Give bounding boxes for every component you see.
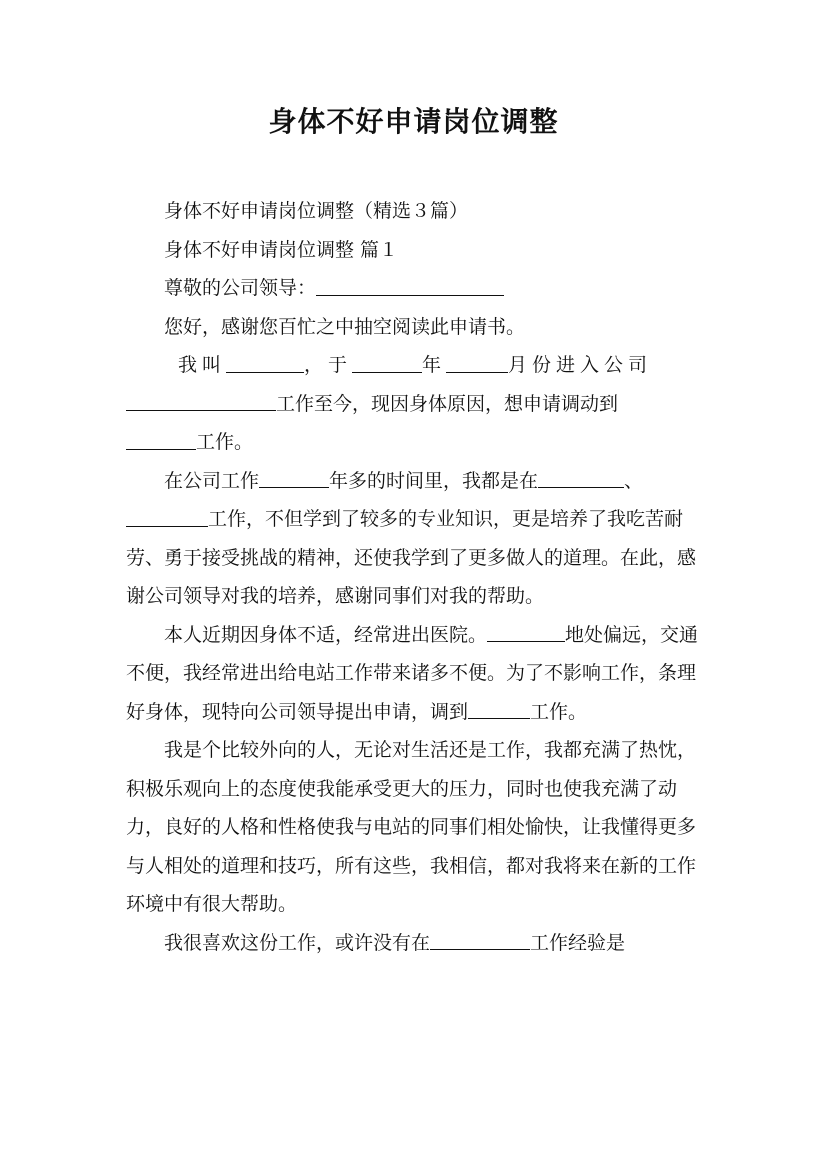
location-blank [487,621,565,642]
p5-text-a: 我很喜欢这份工作，或许没有在 [164,931,431,954]
p2-text-c: 、 [624,469,644,492]
document-title: 身体不好申请岗位调整 [268,105,559,138]
month-blank [446,352,508,373]
recipient-blank [316,275,504,296]
paragraph-1 [126,346,701,462]
post-blank-2 [126,506,208,527]
post-blank-1 [538,467,624,488]
years-blank [259,467,329,488]
document-body [126,192,701,962]
p3-text-b: 地处偏远，交通不便，我经常进出给电站工作带来诸多不便。为了不影响工作，条理好身体，现特向公司领导提出申请，调到 [126,623,699,723]
subtitle-line: 身体不好申请岗位调整（精选３篇） [164,200,469,222]
p2-text-d: 工作，不但学到了较多的专业知识，更是培养了我吃苦耐劳、勇于接受挑战的精神，还使我学到了更多做人的道理。在此，感谢公司领导对我的培养，感谢同事们对我的帮助。 [126,508,697,607]
name-blank [226,352,304,373]
experience-blank [430,929,530,950]
p1-text-d: 月份进入公司 [508,354,653,376]
p1-text-a: 我叫 [178,354,227,376]
paragraph-2 [126,462,701,616]
paragraph-3 [126,616,701,732]
p1-line-1 [126,346,652,385]
department-blank [126,390,276,411]
p3-text-a: 本人近期因身体不适，经常进出医院。 [164,623,488,646]
p1-text-b: ，于 [304,354,353,376]
p1-text-e: 工作至今，现因身体原因，想申请调动到 [276,392,619,415]
p3-text-c: 工作。 [530,700,588,723]
section-heading: 身体不好申请岗位调整 篇１ [164,238,399,261]
paragraph-4: 我是个比较外向的人，无论对生活还是工作，我都充满了热忱，积极乐观向上的态度使我能承受更大的压力，同时也使我充满了动力，良好的人格和性格使我与电站的同事们相处愉快，让我懂得更多与人相处的道理和技巧，所有这些，我相信，都对我将来在新的工作环境中有很大帮助。 [126,739,697,915]
p2-text-a: 在公司工作 [164,469,260,492]
p2-text-b: 年多的时间里，我都是在 [329,469,539,492]
paragraph-5 [126,924,701,963]
salutation-text: 尊敬的公司领导： [164,277,317,299]
p5-text-b: 工作经验是 [530,931,626,954]
new-post-blank [468,698,530,719]
target-post-blank [126,429,196,450]
year-blank [352,352,422,373]
salutation-line [126,269,701,308]
greeting-line: 您好，感谢您百忙之中抽空阅读此申请书。 [164,315,526,338]
p1-text-c: 年 [422,354,447,376]
p1-text-f: 工作。 [196,431,254,453]
